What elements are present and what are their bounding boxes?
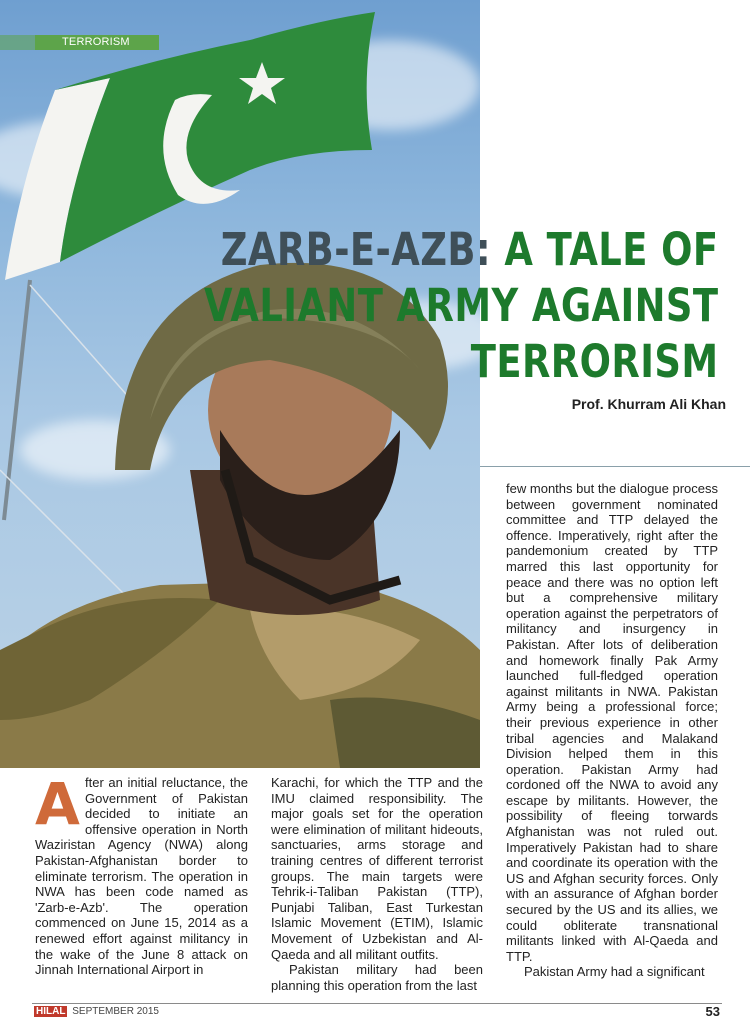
title-part-green: A TALE OF xyxy=(503,223,718,276)
hilal-logo: HILAL xyxy=(36,1006,66,1017)
column-1-paragraph: fter an initial reluctance, the Government of Pakistan decided to initiate an offensive operation in North Waziristan Agency (NWA) along Pakistan-Afghanistan border to eliminate terrorism. The operation in NWA has been code named as 'Zarb-e-Azb'. The operation commenced on June 15, 2014 as a renewed effort against militancy in the wake of the June 8 attack on Jinnah International Airport in xyxy=(35,775,248,978)
title-line-2: VALIANT ARMY AGAINST xyxy=(203,279,718,332)
title-part-dark: ZARB-E-AZB: xyxy=(220,223,491,276)
author-byline: Prof. Khurram Ali Khan xyxy=(571,396,726,412)
column-3 xyxy=(506,481,718,980)
section-tag: TERRORISM xyxy=(35,35,159,50)
column-3-paragraph-2: Pakistan Army had a significant xyxy=(524,964,705,980)
column-2-paragraph-1: Karachi, for which the TTP and the IMU claimed responsibility. The major goals set for the operation were elimination of militant hideouts, sanctuaries, arms storage and training centres of different terrorist groups. The main targets were Tehrik-i-Taliban Pakistan (TTP), Punjabi Taliban, East Turkestan Islamic Movement (ETIM), Islamic Movement of Uzbekistan and Al-Qaeda and all militant outfits. xyxy=(271,775,483,962)
tag-strip xyxy=(0,35,35,50)
footer-brand xyxy=(34,1006,159,1017)
article-title xyxy=(203,222,718,390)
title-line-3: TERRORISM xyxy=(470,335,718,388)
column-3-paragraph-1: few months but the dialogue process between government nominated committee and TTP delayed the offence. Imperatively, right after the pandemonium created by TTP marred this last opportunity for peace and there was no option left but a comprehensive military operation against the perpetrators of militancy and insurgency in Pakistan. After lots of deliberation and homework finally Pak Army launched full-fledged operation against militants in NWA. Pakistan Army being a professional force; their previous experience in other tribal agencies and Malakand Division helped them in this operation. Pakistan Army had cordoned off the NWA to avoid any escape by militants. However, the possibility of fleeing torwards Afghanistan was not ruled out. Imperatively Pakistan had to share and coordinate its operation with the US and Afghan security forces. Only with an assurance of Afghan border secured by the US and its allies, we could obliterate transnational militants linked with Al-Qaeda and TTP. xyxy=(506,481,718,964)
footer-issue: SEPTEMBER 2015 xyxy=(72,1006,159,1017)
column-2 xyxy=(271,775,483,993)
drop-cap: A xyxy=(35,770,80,838)
column-2-paragraph-2: Pakistan military had been planning this operation from the last xyxy=(271,962,483,993)
title-line-1 xyxy=(203,222,718,278)
column-1 xyxy=(35,770,248,978)
footer-rule xyxy=(32,1003,722,1004)
column-divider-rule xyxy=(480,466,750,467)
page-number: 53 xyxy=(705,1004,720,1019)
